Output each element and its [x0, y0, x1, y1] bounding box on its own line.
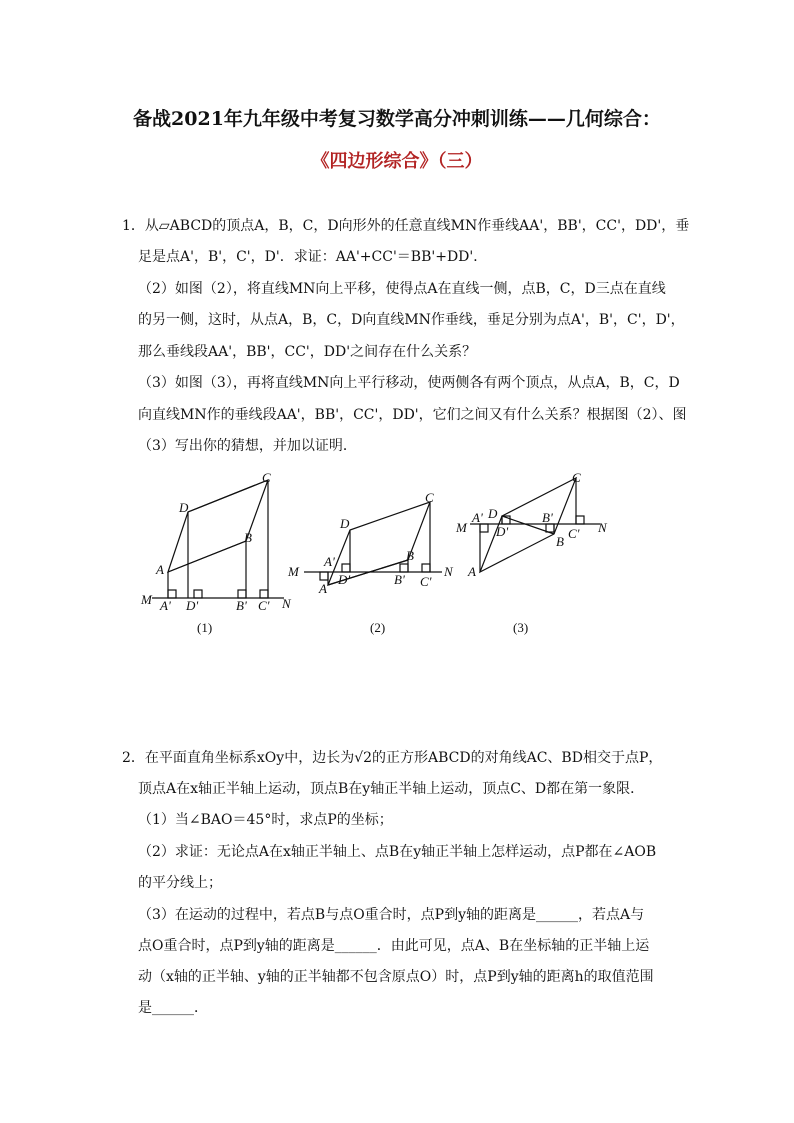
label-D: D — [488, 506, 498, 521]
problem2-line: 的平分线上； — [138, 875, 222, 891]
label-D: D — [179, 500, 189, 515]
label-C: C — [572, 470, 581, 485]
label-C: C — [262, 470, 271, 485]
label-C-prime: C' — [258, 598, 270, 613]
figure-caption: (3) — [513, 620, 529, 635]
label-M: M — [141, 592, 152, 607]
problem1-line: 的另一侧，这时，从点A，B，C，D向直线MN作垂线，垂足分别为点A'，B'，C'，D'， — [138, 312, 685, 328]
label-M: M — [456, 520, 467, 535]
label-M: M — [288, 564, 299, 579]
problem1-line: 足是点A'，B'，C'，D'．求证：AA'+CC'＝BB'+DD'． — [138, 249, 488, 265]
problem1-line: 那么垂线段AA'，BB'，CC'，DD'之间存在什么关系？ — [138, 344, 477, 360]
label-A: A — [468, 564, 476, 579]
figure-1 — [138, 466, 298, 616]
label-B: B — [406, 548, 414, 563]
problem1-line: （3）写出你的猜想，并加以证明． — [138, 438, 357, 454]
label-A: A — [319, 581, 327, 596]
label-A: A — [156, 562, 164, 577]
label-D-prime: D' — [496, 524, 509, 539]
problem1-line: 1．从▱ABCD的顶点A，B，C，D向形外的任意直线MN作垂线AA'，BB'，CC'，DD'，垂 — [122, 218, 690, 234]
problem1-line: （2）如图（2），将直线MN向上平移，使得点A在直线一侧，点B，C，D三点在直线 — [138, 281, 666, 297]
page-title: 备战2021年九年级中考复习数学高分冲刺训练——几何综合： — [133, 108, 661, 130]
figure-3 — [452, 470, 622, 580]
label-D-prime: D' — [186, 598, 199, 613]
problem1-line: （3）如图（3），再将直线MN向上平行移动，使两侧各有两个顶点，从点A，B，C，D — [138, 375, 680, 391]
label-A-prime: A' — [472, 510, 483, 525]
problem1-line: 向直线MN作的垂线段AA'，BB'，CC'，DD'，它们之间又有什么关系？根据图（2）、图 — [138, 407, 687, 423]
label-C-prime: C' — [568, 526, 580, 541]
problem2-line: （2）求证：无论点A在x轴正半轴上、点B在y轴正半轴上怎样运动，点P都在∠AOB — [138, 844, 657, 860]
label-N: N — [444, 564, 453, 579]
label-D-prime: D' — [338, 572, 351, 587]
problem2-line: 顶点A在x轴正半轴上运动，顶点B在y轴正半轴上运动，顶点C、D都在第一象限． — [138, 781, 645, 797]
label-B: B — [244, 530, 252, 545]
label-B: B — [556, 534, 564, 549]
problem2-line: 动（x轴的正半轴、y轴的正半轴都不包含原点O）时，点P到y轴的距离h的取值范围 — [138, 969, 654, 985]
label-A-prime: A' — [160, 598, 171, 613]
label-N: N — [282, 596, 291, 611]
page-subtitle: 《四边形综合》（三） — [311, 151, 483, 172]
label-B-prime: B' — [542, 510, 553, 525]
problem2-line: 点O重合时，点P到y轴的距离是______．由此可见，点A、B在坐标轴的正半轴上运 — [138, 938, 650, 954]
label-N: N — [598, 520, 607, 535]
label-D: D — [340, 516, 350, 531]
label-B-prime: B' — [394, 572, 405, 587]
figure-2 — [286, 480, 456, 600]
label-C: C — [425, 490, 434, 505]
problem2-line: 是______． — [138, 1000, 208, 1016]
label-C-prime: C' — [420, 574, 432, 589]
figure-caption: (1) — [197, 620, 213, 635]
label-A-prime: A' — [324, 554, 335, 569]
label-B-prime: B' — [236, 598, 247, 613]
problem2-line: （3）在运动的过程中，若点B与点O重合时，点P到y轴的距离是______，若点A与 — [138, 907, 645, 923]
problem2-line: 2．在平面直角坐标系xOy中，边长为√2的正方形ABCD的对角线AC、BD相交于点P， — [122, 750, 663, 766]
problem2-line: （1）当∠BAO＝45°时，求点P的坐标； — [138, 812, 393, 828]
figure-caption: (2) — [370, 620, 386, 635]
